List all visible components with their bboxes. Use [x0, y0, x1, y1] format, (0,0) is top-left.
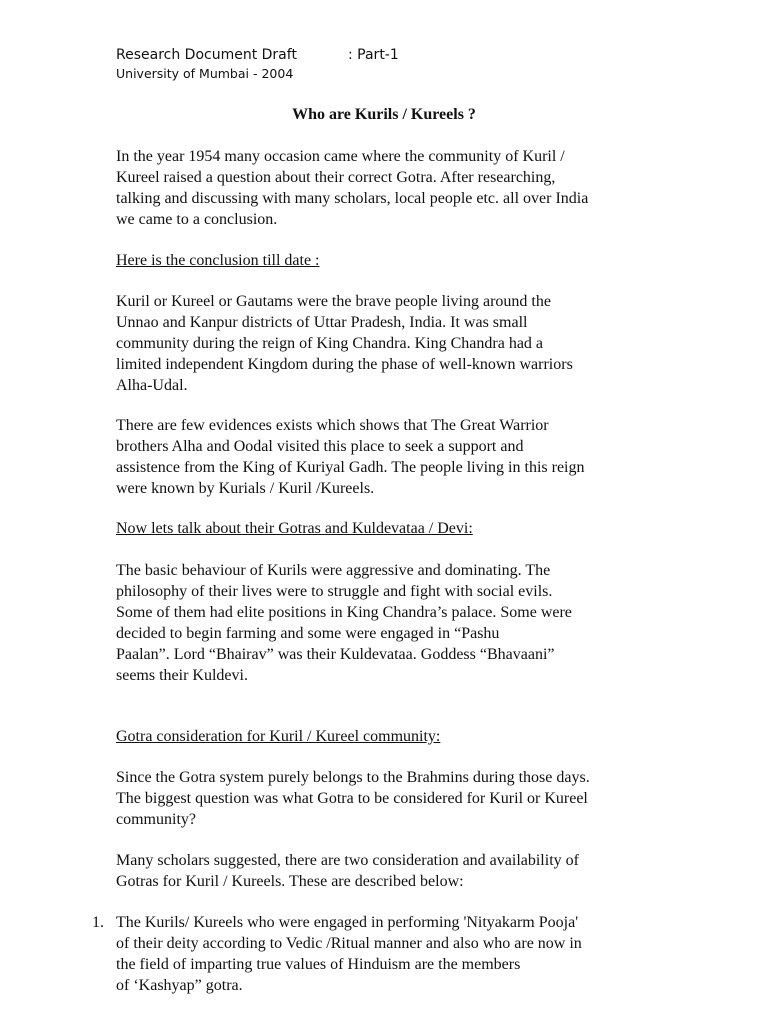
text-line: Unnao and Kanpur districts of Uttar Pradesh, India. It was small	[116, 314, 528, 331]
gotras-heading: Now lets talk about their Gotras and Kuldevataa / Devi:	[116, 520, 473, 537]
text-line: limited independent Kingdom during the phase of well-known warriors	[116, 356, 573, 373]
text-line: decided to begin farming and some were engaged in “Pashu	[116, 625, 500, 642]
text-line: Some of them had elite positions in King Chandra’s palace. Some were	[116, 604, 572, 621]
conclusion-heading: Here is the conclusion till date :	[116, 252, 320, 269]
consideration-paragraph-2	[116, 850, 656, 892]
institution-label: University of Mumbai - 2004	[116, 66, 294, 81]
gotras-paragraph	[116, 560, 656, 686]
intro-paragraph	[116, 146, 656, 230]
text-line: community during the reign of King Chandra. King Chandra had a	[116, 335, 544, 352]
text-line: The basic behaviour of Kurils were aggressive and dominating. The	[116, 562, 551, 579]
text-line: of ‘Kashyap” gotra.	[116, 977, 243, 994]
text-line: Since the Gotra system purely belongs to the Brahmins during those days.	[116, 769, 590, 786]
text-line: community?	[116, 811, 196, 828]
text-line: Paalan”. Lord “Bhairav” was their Kuldevataa. Goddess “Bhavaani”	[116, 646, 555, 663]
text-line: The biggest question was what Gotra to be considered for Kuril or Kureel	[116, 790, 588, 807]
text-line: brothers Alha and Oodal visited this place to seek a support and	[116, 438, 524, 455]
consideration-paragraph-1	[116, 767, 656, 830]
text-line: of their deity according to Vedic /Ritual manner and also who are now in	[116, 935, 582, 952]
text-line: In the year 1954 many occasion came where the community of Kuril /	[116, 148, 565, 165]
text-line: the field of imparting true values of Hinduism are the members	[116, 956, 521, 973]
text-line: Gotras for Kuril / Kureels. These are described below:	[116, 873, 464, 890]
list-number: 1.	[92, 914, 104, 931]
text-line: we came to a conclusion.	[116, 211, 278, 228]
consideration-heading: Gotra consideration for Kuril / Kureel community:	[116, 728, 441, 745]
text-line: talking and discussing with many scholars, local people etc. all over India	[116, 190, 589, 207]
text-line: Kuril or Kureel or Gautams were the brave people living around the	[116, 293, 551, 310]
text-line: There are few evidences exists which shows that The Great Warrior	[116, 417, 549, 434]
text-line: assistence from the King of Kuriyal Gadh. The people living in this reign	[116, 459, 585, 476]
conclusion-paragraph-1	[116, 291, 656, 396]
document-header	[116, 46, 399, 64]
document-title: Who are Kurils / Kureels ?	[292, 106, 476, 123]
text-line: The Kurils/ Kureels who were engaged in performing 'Nityakarm Pooja'	[116, 914, 579, 931]
text-line: philosophy of their lives were to struggle and fight with social evils.	[116, 583, 553, 600]
part-label: : Part-1	[348, 47, 399, 63]
draft-label: Research Document Draft	[116, 47, 297, 63]
text-line: Kureel raised a question about their correct Gotra. After researching,	[116, 169, 556, 186]
text-line: Many scholars suggested, there are two consideration and availability of	[116, 852, 579, 869]
text-line: seems their Kuldevi.	[116, 667, 248, 684]
text-line: Alha-Udal.	[116, 377, 188, 394]
list-item-body	[116, 912, 582, 996]
conclusion-paragraph-2	[116, 415, 656, 499]
text-line: were known by Kurials / Kuril /Kureels.	[116, 480, 375, 497]
